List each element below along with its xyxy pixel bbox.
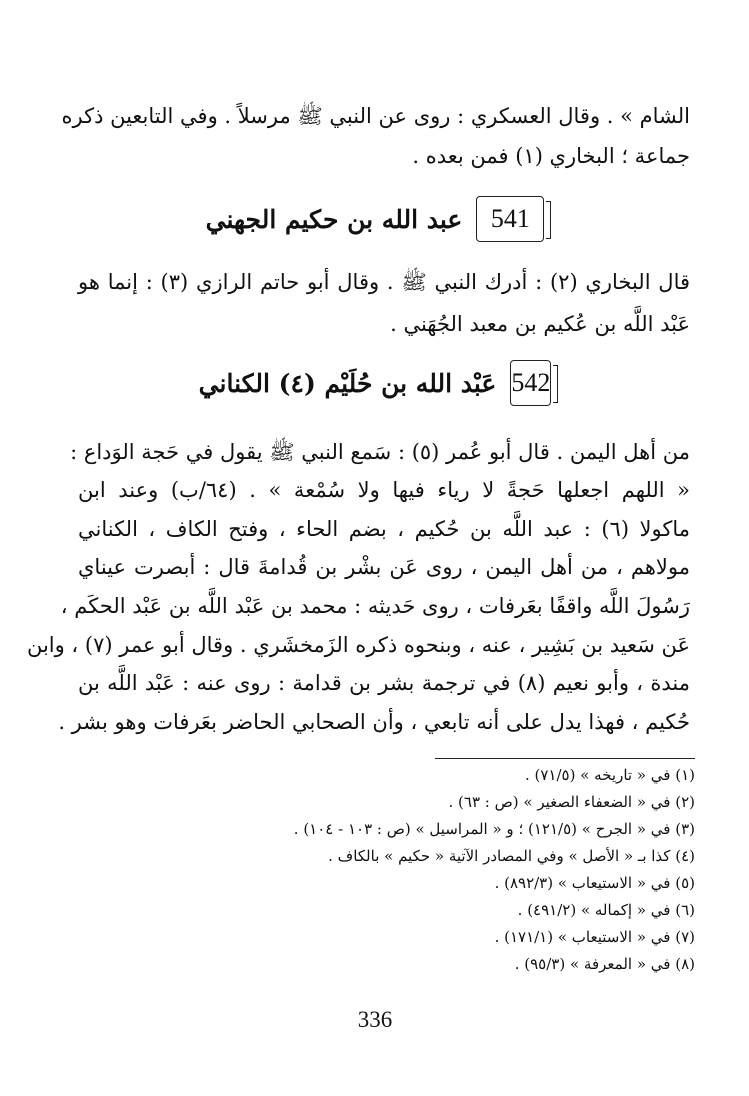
entry-title: عَبْد الله بن حُلَيْم (٤) الكناني bbox=[198, 368, 497, 398]
entry-542-line: رَسُولَ اللَّه واقفًا بعَرفات ، روى حَديثه : محمد بن عَبْد اللَّه بن عَبْد الحكَم ، bbox=[60, 594, 690, 618]
entry-542-line: من أهل اليمن . قال أبو عُمر (٥) : سَمع النبي ﷺ يقول في حَجة الوَداع : bbox=[70, 440, 690, 464]
footnote: (٧) في « الاستيعاب » (١٧١/١) . bbox=[494, 928, 695, 946]
entry-title: عبد الله بن حكيم الجهني bbox=[205, 204, 463, 234]
entry-542-line: « اللهم اجعلها حَجةً لا رياء فيها ولا سُمْعة » . (٦٤/ب) وعند ابن bbox=[78, 478, 690, 502]
entry-541-line: قال البخاري (٢) : أدرك النبي ﷺ . وقال أبو حاتم الرازي (٣) : إنما هو bbox=[78, 270, 690, 294]
entry-542-heading bbox=[200, 356, 550, 410]
entry-number-box: 541 bbox=[476, 196, 544, 242]
footnote-divider bbox=[435, 758, 695, 759]
entry-542-line: مندة ، وأبو نعيم (٨) في ترجمة بشر بن قدامة : روى عنه : عَبْد اللَّه بن bbox=[78, 671, 690, 695]
entry-541-line: عَبْد اللَّه بن عُكيم بن معبد الجُهَني . bbox=[390, 312, 690, 336]
entry-542-line: مولاهم ، من أهل اليمن ، روى عَن بشْر بن قُدامةَ قال : أبصرت عيناي bbox=[78, 555, 690, 579]
footnote: (٤) كذا بـ « الأصل » وفي المصادر الآتية « حكيم » بالكاف . bbox=[328, 847, 695, 865]
page-number: 336 bbox=[357, 1007, 393, 1032]
intro-line: الشام » . وقال العسكري : روى عن النبي ﷺ مرسلاً . وفي التابعين ذكره bbox=[61, 104, 690, 128]
footnote: (٢) في « الضعفاء الصغير » (ص : ٦٣) . bbox=[448, 793, 695, 811]
entry-number-box: 542 bbox=[510, 360, 551, 406]
footnote: (٨) في « المعرفة » (٩٥/٣) . bbox=[514, 955, 695, 973]
entry-541-heading bbox=[200, 192, 550, 246]
entry-542-line: ماكولا (٦) : عبد اللَّه بن حُكيم ، بضم الحاء ، وفتح الكاف ، الكناني bbox=[78, 517, 690, 541]
footnote: (٦) في « إكماله » (٤٩١/٢) . bbox=[517, 901, 695, 919]
footnote: (٥) في « الاستيعاب » (٨٩٢/٣) . bbox=[494, 874, 695, 892]
intro-line: جماعة ؛ البخاري (١) فمن بعده . bbox=[412, 144, 690, 168]
footnote: (١) في « تاريخه » (٧١/٥) . bbox=[524, 766, 695, 784]
entry-542-line: حُكيم ، فهذا يدل على أنه تابعي ، وأن الصحابي الحاضر بعَرفات وهو بشر . bbox=[58, 710, 690, 734]
footnote: (٣) في « الجرح » (١٢١/٥) ؛ و « المراسيل » (ص : ١٠٣ - ١٠٤) . bbox=[293, 820, 695, 838]
entry-542-line: عَن سَعيد بن بَشِير ، عنه ، وبنحوه ذكره الزَمخشَري . وقال أبو عمر (٧) ، وابن bbox=[26, 633, 690, 657]
